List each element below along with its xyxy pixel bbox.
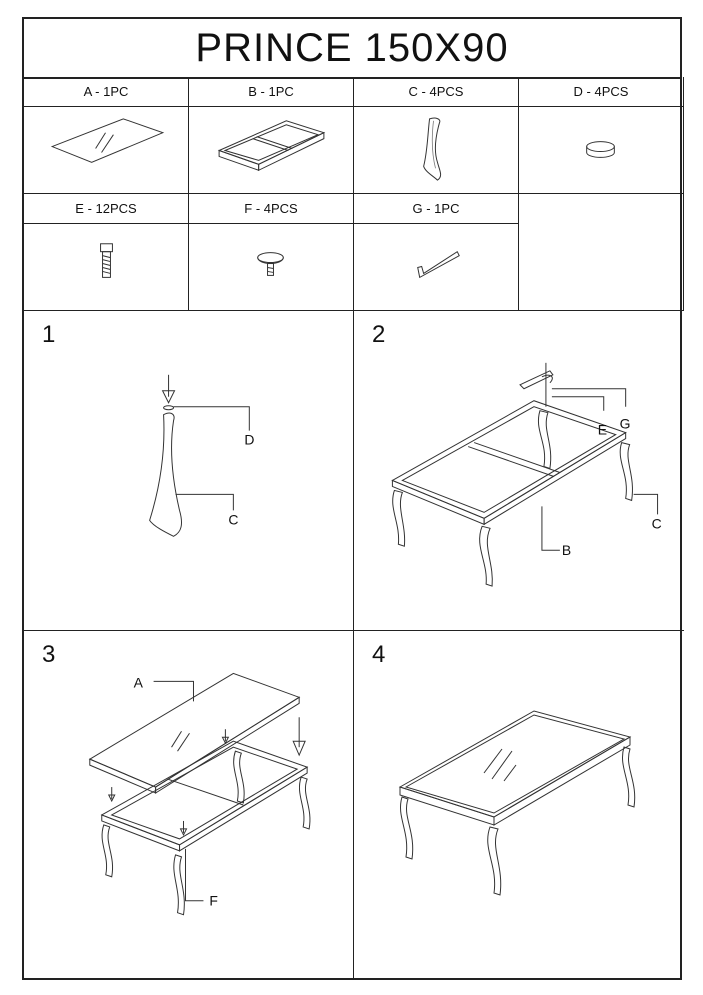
cap-icon: [519, 107, 683, 193]
assembly-steps: [24, 311, 680, 980]
suction-pad-icon: [189, 224, 353, 310]
part-a: [24, 77, 189, 194]
step-3: [24, 631, 354, 980]
callout-a: A: [133, 674, 143, 691]
part-label: G - 1PC: [354, 194, 518, 224]
callout-d: D: [244, 431, 255, 448]
callout-c: C: [651, 515, 662, 532]
step-4: [354, 631, 684, 980]
page-title: PRINCE 150X90: [24, 19, 680, 79]
step-2: [354, 311, 684, 631]
step-1: [24, 311, 354, 631]
step-3-illustration: [24, 631, 353, 980]
step-number: 3: [42, 641, 56, 668]
glass-top-icon: [24, 107, 188, 193]
part-f: [189, 194, 354, 311]
callout-e: E: [597, 421, 608, 438]
part-label: A - 1PC: [24, 77, 188, 107]
part-e: [24, 194, 189, 311]
step-4-illustration: [354, 631, 684, 980]
callout-b: B: [561, 542, 572, 559]
part-label: C - 4PCS: [354, 77, 518, 107]
bolt-icon: [24, 224, 188, 310]
step-number: 4: [372, 641, 386, 668]
part-label: B - 1PC: [189, 77, 353, 107]
step-number: 1: [42, 321, 56, 348]
part-c: [354, 77, 519, 194]
allen-key-icon: [354, 224, 518, 310]
step-number: 2: [372, 321, 386, 348]
callout-c: C: [228, 511, 239, 528]
part-label: F - 4PCS: [189, 194, 353, 224]
part-b: [189, 77, 354, 194]
instruction-sheet: [22, 17, 682, 980]
callout-g: G: [619, 415, 631, 432]
part-label: D - 4PCS: [519, 77, 683, 107]
part-label: E - 12PCS: [24, 194, 188, 224]
part-g: [354, 194, 519, 311]
step-2-illustration: [354, 311, 684, 630]
leg-icon: [354, 107, 518, 193]
frame-icon: [189, 107, 353, 193]
part-empty: [519, 194, 684, 311]
step-1-illustration: [24, 311, 353, 630]
parts-list: [24, 77, 680, 312]
part-d: [519, 77, 684, 194]
callout-f: F: [209, 892, 218, 909]
